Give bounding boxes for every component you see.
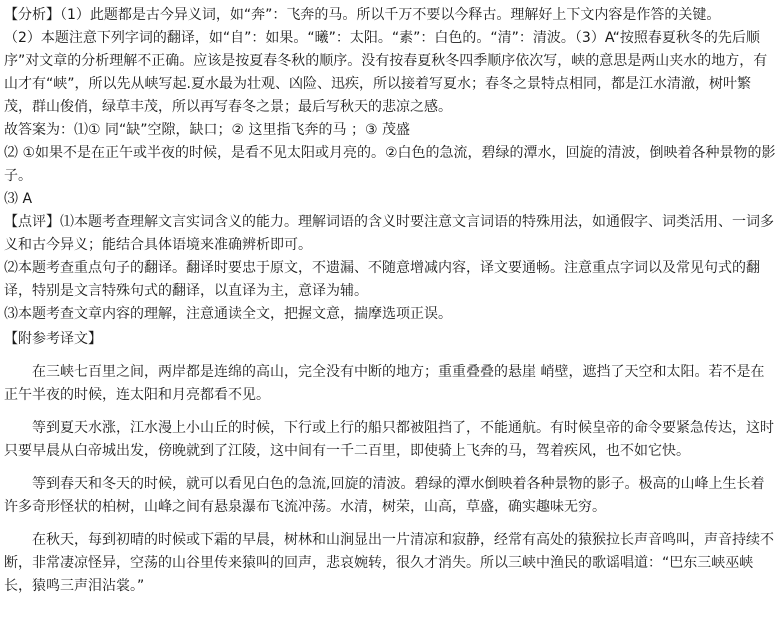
analysis-section [4, 4, 776, 211]
comment-part-2: ⑵本题考查重点句子的翻译。翻译时要忠于原文，不遗漏、不随意增减内容，译文要通畅。注意重点字词以及常见句式的翻译，特别是文言特殊句式的翻译，以直译为主，意译为辅。 [4, 260, 760, 299]
comment-part-3: ⑶本题考查文章内容的理解，注意通读全文，把握文意，揣摩选项正误。 [4, 306, 452, 322]
comment-part-1: 【点评】⑴本题考查理解文言实词含义的能力。理解词语的含义时要注意文言词语的特殊用法，如通假字、词类活用、一词多义和古今异义；能结合具体语境来准确辨析即可。 [4, 214, 774, 253]
comment-section [4, 211, 776, 351]
translation-paragraph: 在秋天，每到初晴的时候或下霜的早晨，树林和山涧显出一片清凉和寂静，经常有高处的猿猴拉长声音鸣叫，声音持续不断，非常凄凉怪异，空荡的山谷里传来猿叫的回声，悲哀婉转，很久才消失。所以三峡中渔民的歌谣唱道：“巴东三峡巫峡长，猿鸣三声泪沾裳。” [4, 532, 774, 594]
translation-paragraph: 等到春天和冬天的时候，就可以看见白色的急流,回旋的清波。碧绿的潭水倒映着各种景物的影子。极高的山峰上生长着许多奇形怪状的柏树，山峰之间有悬泉瀑布飞流冲荡。水清，树荣，山高，草盛，确实趣味无穷。 [4, 476, 765, 515]
translation-section [4, 361, 776, 598]
answer-part-2: ⑵ ①如果不是在正午或半夜的时候，是看不见太阳或月亮的。②白色的急流，碧绿的潭水，回旋的清波，倒映着各种景物的影子。 [4, 145, 776, 184]
analysis-detail: （2）本题注意下列字词的翻译，如“自”：如果。“曦”：太阳。“素”：白色的。“清”：清波。（3）A“按照春夏秋冬的先后顺序”对文章的分析理解不正确。应该是按夏春冬秋的顺序。没有按春夏秋冬四季顺序依次写，峡的意思是两山夹水的地方，有山才有“峡”，所以先从峡写起.夏水最为壮观、凶险、迅疾，所以接着写夏水；春冬之景特点相同，都是江水清澈，树叶繁茂，群山俊俏，绿草丰茂，所以再写春冬之景；最后写秋天的悲凉之感。 [4, 30, 768, 115]
translation-heading: 【附参考译文】 [4, 331, 102, 347]
answer-summary: 故答案为：⑴① 同“缺”空隙，缺口；② 这里指飞奔的马 ；③ 茂盛 [4, 122, 410, 138]
answer-part-3: ⑶ A [4, 191, 33, 207]
translation-paragraph: 等到夏天水涨，江水漫上小山丘的时候，下行或上行的船只都被阻挡了，不能通航。有时候皇帝的命令要紧急传达，这时只要早晨从白帝城出发，傍晚就到了江陵，这中间有一千二百里，即使骑上飞奔的马，驾着疾风，也不如它快。 [4, 420, 774, 459]
analysis-intro: 【分析】（1）此题都是古今异义词，如“奔”：飞奔的马。所以千万不要以今释古。理解好上下文内容是作答的关键。 [4, 7, 721, 23]
translation-paragraph: 在三峡七百里之间，两岸都是连绵的高山，完全没有中断的地方；重重叠叠的悬崖 峭壁，遮挡了天空和太阳。若不是在正午半夜的时候，连太阳和月亮都看不见。 [4, 364, 765, 403]
